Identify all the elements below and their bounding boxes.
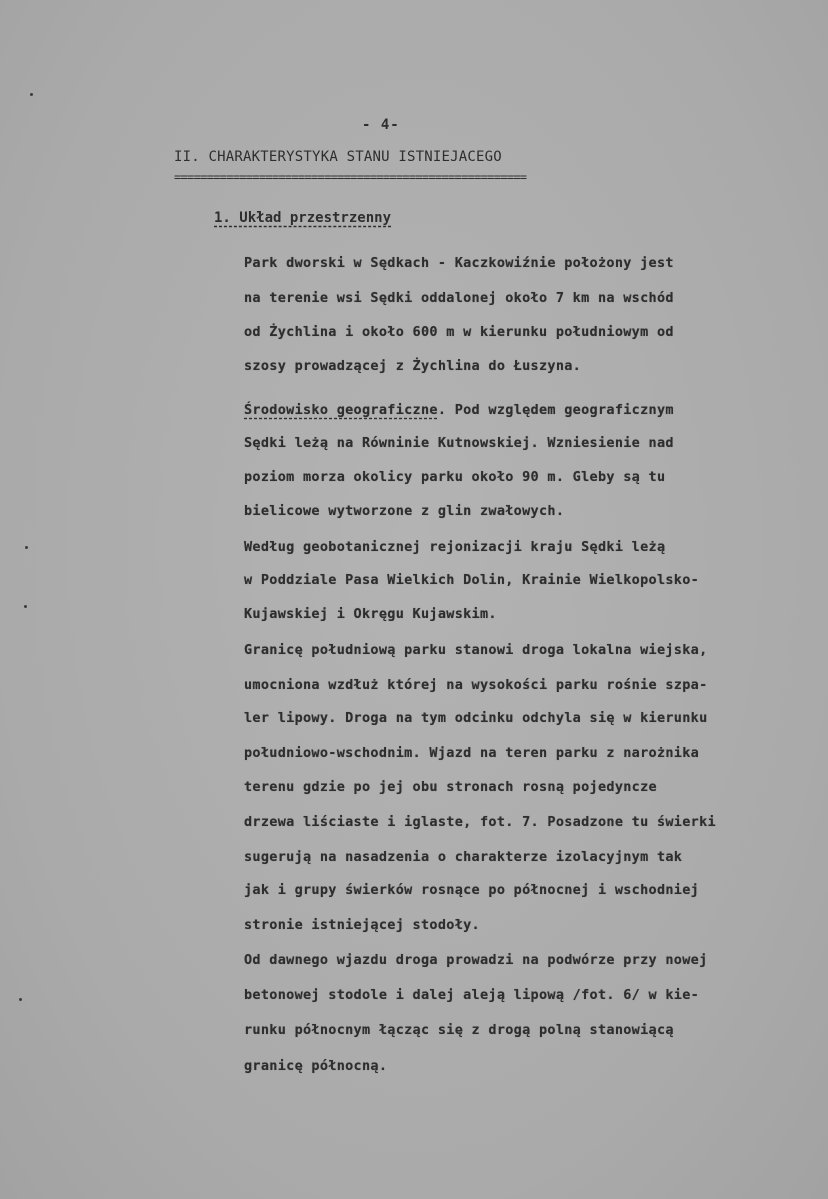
text-line: umocniona wzdłuż której na wysokości parku rośnie szpa- (244, 677, 708, 693)
scan-speck (19, 998, 22, 1001)
text-line: Środowisko geograficzne. Pod względem geograficznym (244, 402, 674, 418)
text-line: szosy prowadzącej z Żychlina do Łuszyna. (244, 358, 582, 374)
scan-speck (24, 605, 27, 608)
text-line: stronie istniejącej stodoły. (244, 917, 480, 933)
chapter-heading: II. CHARAKTERYSTYKA STANU ISTNIEJACEGO (174, 149, 502, 165)
text-line: od Żychlina i około 600 m w kierunku południowym od (244, 324, 674, 340)
section-title: 1. Układ przestrzenny (214, 210, 392, 226)
heading-double-rule: ====================================================== (174, 170, 527, 184)
text-line: betonowej stodole i dalej aleją lipową /fot. 6/ w kie- (244, 987, 700, 1003)
text-line: Granicę południową parku stanowi droga lokalna wiejska, (244, 642, 708, 658)
text-line: Kujawskiej i Okręgu Kujawskim. (244, 606, 497, 622)
text-line: na terenie wsi Sędki oddalonej około 7 km na wschód (244, 290, 674, 306)
text-line: sugerują na nasadzenia o charakterze izolacyjnym tak (244, 849, 683, 865)
text-line: runku północnym łącząc się z drogą polną stanowiącą (244, 1022, 674, 1038)
scan-speck (25, 546, 28, 549)
scan-speck (30, 93, 33, 96)
text-line: Sędki leżą na Równinie Kutnowskiej. Wzniesienie nad (244, 435, 674, 451)
text-line: drzewa liściaste i iglaste, fot. 7. Posadzone tu świerki (244, 814, 716, 830)
page-number: - 4- (362, 117, 400, 133)
text-line: w Poddziale Pasa Wielkich Dolin, Krainie Wielkopolsko- (244, 572, 700, 588)
text-line: poziom morza okolicy parku około 90 m. Gleby są tu (244, 469, 666, 485)
text-line: jak i grupy świerków rosnące po północnej i wschodniej (244, 882, 700, 898)
text-line: Park dworski w Sędkach - Kaczkowiźnie położony jest (244, 255, 674, 271)
text-line: granicę północną. (244, 1058, 388, 1074)
text-line: terenu gdzie po jej obu stronach rosną pojedyncze (244, 779, 657, 795)
underlined-term: Środowisko geograficzne (244, 402, 438, 418)
text-line: Według geobotanicznej rejonizacji kraju Sędki leżą (244, 539, 666, 555)
text-line: południowo-wschodnim. Wjazd na teren parku z narożnika (244, 745, 700, 761)
text-line: Od dawnego wjazdu droga prowadzi na podwórze przy nowej (244, 952, 708, 968)
text-line: bielicowe wytworzone z glin zwałowych. (244, 503, 565, 519)
text-line: ler lipowy. Droga na tym odcinku odchyla się w kierunku (244, 710, 708, 726)
